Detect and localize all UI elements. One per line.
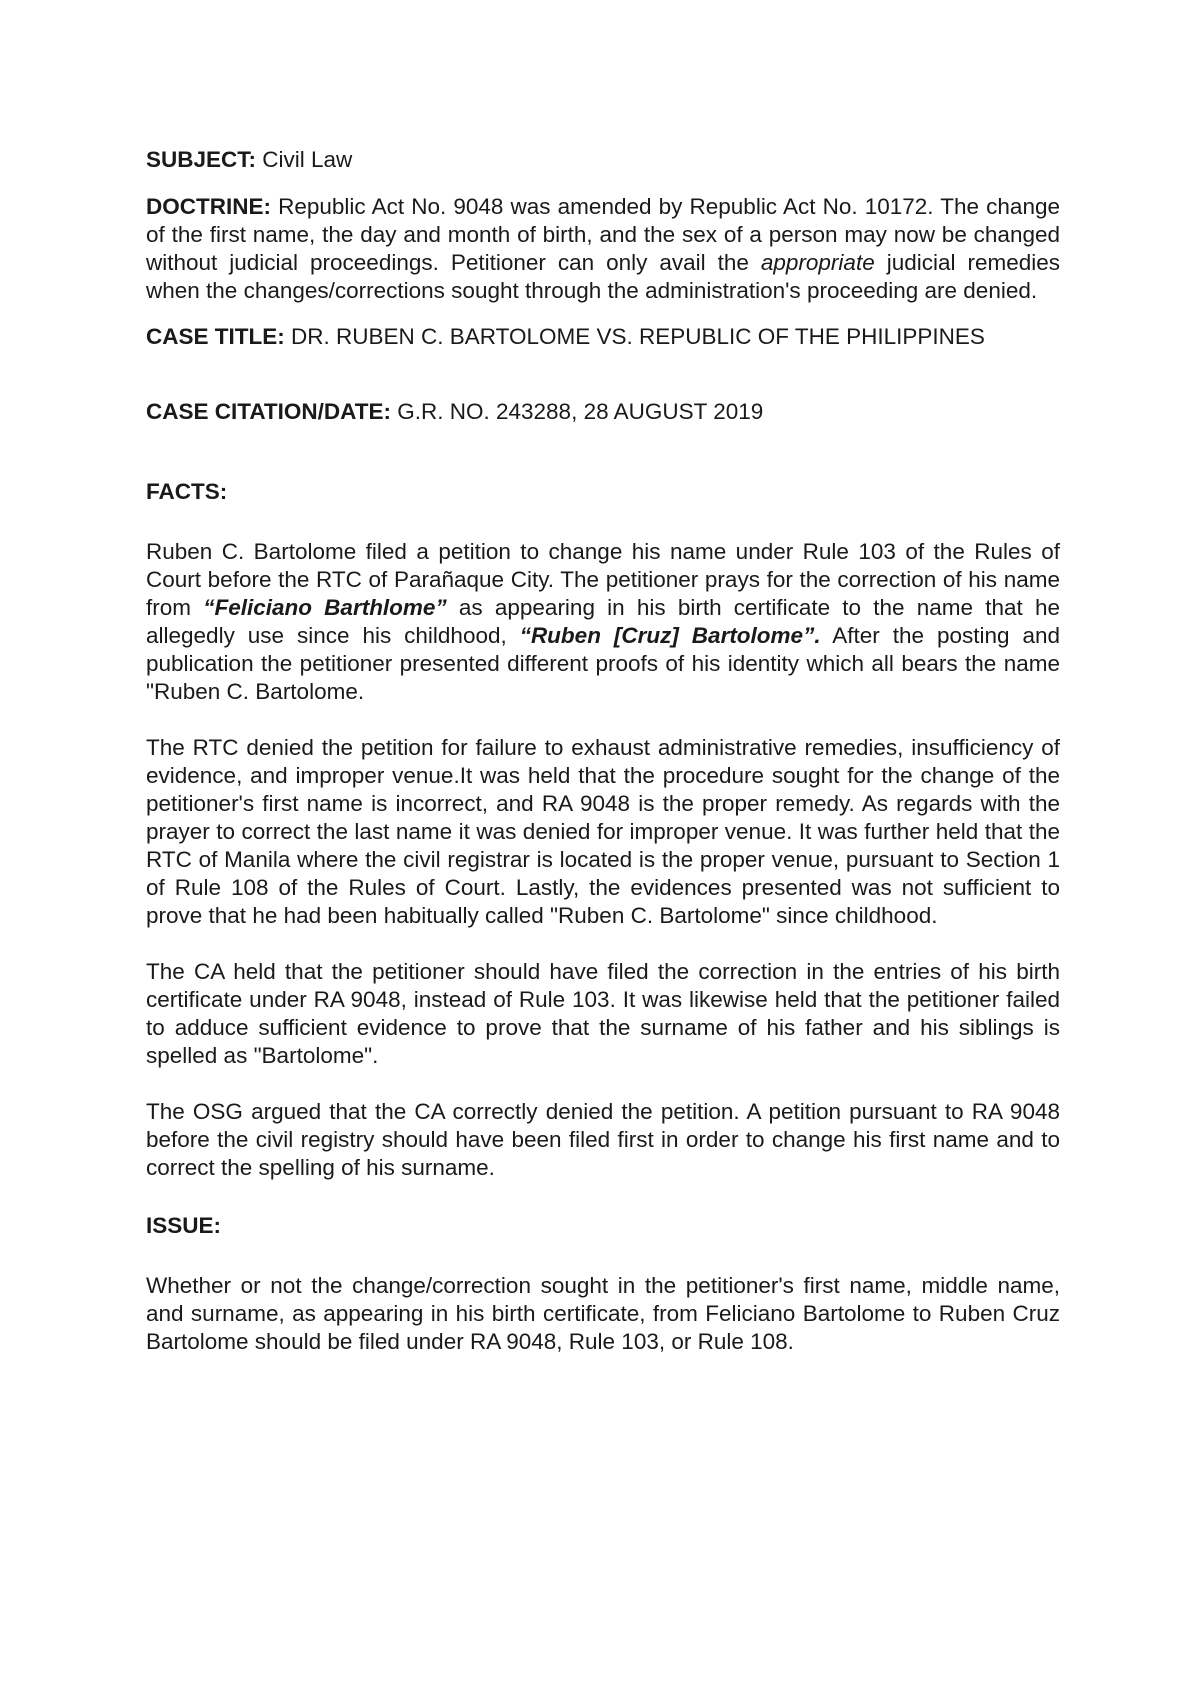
facts-paragraph-1 — [146, 538, 1060, 706]
facts-paragraph-2: The RTC denied the petition for failure to exhaust administrative remedies, insufficiency of evidence, and improper venue.It was held that the procedure sought for the change of the petitioner's first name is incorrect, and RA 9048 is the proper remedy. As regards with the prayer to correct the last name it was denied for improper venue. It was further held that the RTC of Manila where the civil registrar is located is the proper venue, pursuant to Section 1 of Rule 108 of the Rules of Court. Lastly, the evidences presented was not sufficient to prove that he had been habitually called "Ruben C. Bartolome" since childhood. — [146, 735, 1060, 928]
doctrine-paragraph — [146, 193, 1060, 305]
document-body — [146, 146, 1060, 1356]
case-title-line — [146, 323, 1060, 351]
facts-p1-name-1: “Feliciano Barthlome” — [203, 595, 447, 620]
facts-p1-text-b: as appearing in his birth certificate to the name that he allegedly use since his childhood, — [146, 595, 1060, 648]
doctrine-text-2: judicial remedies when the changes/corrections sought through the administration's proceeding are denied. — [146, 250, 1060, 303]
facts-p1-text-c: After the posting and publication the petitioner presented different proofs of his identity which all bears the name "Ruben C. Bartolome. — [146, 623, 1060, 704]
case-citation-value: G.R. NO. 243288, 28 AUGUST 2019 — [390, 399, 764, 424]
facts-p1-name-2: “Ruben [Cruz] Bartolome”. — [519, 623, 821, 648]
subject-line — [146, 146, 1060, 174]
case-citation-label: CASE CITATION/DATE: — [146, 399, 391, 424]
subject-value: Civil Law — [256, 147, 353, 172]
facts-paragraph-3: The CA held that the petitioner should have filed the correction in the entries of his birth certificate under RA 9048, instead of Rule 103. It was likewise held that the petitioner failed to adduce sufficient evidence to prove that the surname of his father and his siblings is spelled as "Bartolome". — [146, 959, 1060, 1068]
case-title-value: DR. RUBEN C. BARTOLOME VS. REPUBLIC OF THE PHILIPPINES — [284, 324, 985, 349]
doctrine-text-1: Republic Act No. 9048 was amended by Republic Act No. 10172. The change of the first name, the day and month of birth, and the sex of a person may now be changed without judicial proceedings. Petitioner can only avail the — [146, 194, 1060, 275]
case-title-label: CASE TITLE: — [146, 324, 285, 349]
facts-paragraph-4: The OSG argued that the CA correctly denied the petition. A petition pursuant to RA 9048 before the civil registry should have been filed first in order to change his first name and to correct the spelling of his surname. — [146, 1099, 1060, 1180]
issue-paragraph-1: Whether or not the change/correction sought in the petitioner's first name, middle name, and surname, as appearing in his birth certificate, from Feliciano Bartolome to Ruben Cruz Bartolome should be filed under RA 9048, Rule 103, or Rule 108. — [146, 1273, 1060, 1354]
subject-label: SUBJECT: — [146, 147, 257, 172]
doctrine-italic-word: appropriate — [760, 250, 875, 275]
facts-heading: FACTS: — [146, 479, 228, 504]
case-citation-line — [146, 398, 1060, 426]
doctrine-label: DOCTRINE: — [146, 194, 271, 219]
facts-p1-text-a: Ruben C. Bartolome filed a petition to change his name under Rule 103 of the Rules of Court before the RTC of Parañaque City. The petitioner prays for the correction of his name from — [146, 539, 1060, 620]
issue-heading: ISSUE: — [146, 1213, 222, 1238]
